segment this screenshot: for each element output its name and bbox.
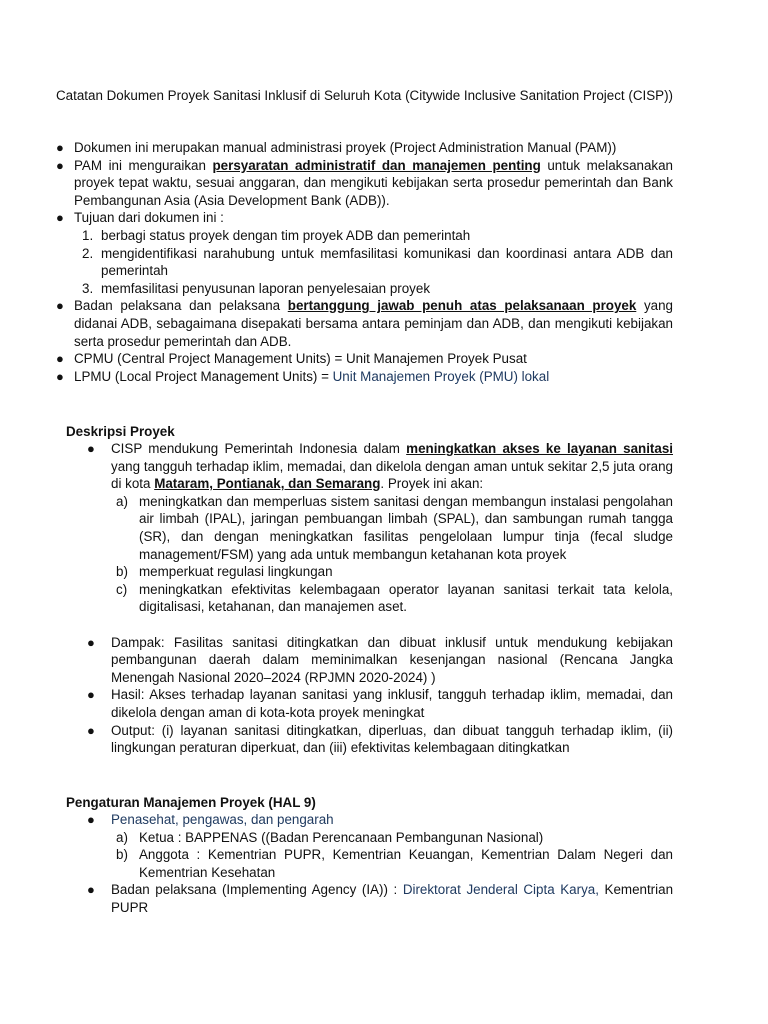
pengaturan-item-penasehat: ● Penasehat, pengawas, dan pengarah (87, 812, 334, 827)
intro-item-lpmu: ● LPMU (Local Project Management Units) = Unit Manajemen Proyek (PMU) lokal (56, 368, 550, 384)
purpose-list (82, 227, 673, 297)
bullet-icon: ● (87, 882, 95, 898)
purpose-item: 2. mengidentifikasi narahubung untuk memfasilitasi komunikasi dan koordinasi antara ADB dan pemerintah (82, 245, 673, 279)
key-phrase: persyaratan administratif dan manajemen penting (212, 157, 541, 173)
pengaturan-item-badan: ● Badan pelaksana (Implementing Agency (IA)) : Direktorat Jenderal Cipta Karya, Kementrian PUPR (87, 882, 674, 915)
member-item: b) Anggota : Kementrian PUPR, Kementrian Keuangan, Kementrian Dalam Negeri dan Kementrian Kesehatan (116, 847, 673, 880)
section-heading-pengaturan: Pengaturan Manajemen Proyek (HAL 9) (66, 795, 316, 810)
intro-item-cpmu: ● CPMU (Central Project Management Units) = Unit Manajemen Proyek Pusat (56, 351, 527, 367)
member-list (116, 829, 673, 882)
deskripsi-item-dampak: ● Dampak: Fasilitas sanitasi ditingkatkan dan dibuat inklusif untuk mendukung kebijakan pembangunan daerah dalam meminimalkan kesenjangan nasional (Rencana Jangka Menengah Nasional 2020–2024 (RPJMN 2020-2024) ) (87, 634, 673, 685)
section-heading-deskripsi: Deskripsi Proyek (66, 424, 175, 439)
purpose-item: 1. berbagi status proyek dengan tim proyek ADB dan pemerintah (82, 227, 471, 243)
deskripsi-item-output: ● Output: (i) layanan sanitasi ditingkatkan, diperluas, dan dibuat tangguh terhadap iklim, (ii) lingkungan peraturan diperkuat, dan (iii) efektivitas kelembagaan ditingkatkan (87, 722, 673, 756)
pengaturan-list (87, 811, 673, 917)
bullet-icon: ● (56, 140, 64, 155)
bullet-icon: ● (56, 298, 64, 314)
document-title: Catatan Dokumen Proyek Sanitasi Inklusif di Seluruh Kota (Citywide Inclusive Sanitation Project (CISP)) (56, 88, 673, 103)
project-output-item: c) meningkatkan efektivitas kelembagaan operator layanan sanitasi terkait tata kelola, digitalisasi, ketahanan, dan manajemen aset. (116, 581, 673, 615)
intro-item-purpose: ● Tujuan dari dokumen ini : (56, 210, 224, 226)
deskripsi-item-hasil: ● Hasil: Akses terhadap layanan sanitasi yang inklusif, tangguh terhadap iklim, memadai, dan dikelola dengan aman di kota-kota proyek meningkat (87, 687, 673, 720)
bullet-icon: ● (87, 441, 95, 456)
project-output-item: a) meningkatkan dan memperluas sistem sanitasi dengan membangun instalasi pengolahan air limbah (IPAL), jaringan pembuangan limbah (SPAL), dan sambungan rumah tangga (SR), dan dengan meningkatkan fasilitas pengelolaan lumpur tinja (fecal sludge management/FSM) yang ada untuk membangun ketahanan kota proyek (116, 493, 673, 562)
intro-item-executing-agency: ● Badan pelaksana dan pelaksana bertanggung jawab penuh atas pelaksanaan proyek yang didanai ADB, sebagaimana disepakati bersama antara peminjam dan ADB, dan mengikuti kebijakan serta prosedur pemerintah dan ADB. (56, 298, 673, 349)
bullet-icon: ● (87, 634, 95, 650)
member-item: a) Ketua : BAPPENAS ((Badan Perencanaan Pembangunan Nasional) (116, 829, 544, 845)
key-phrase: meningkatkan akses ke layanan sanitasi (406, 441, 673, 456)
purpose-item: 3. memfasilitasi penyusunan laporan penyelesaian proyek (82, 280, 431, 296)
bullet-icon: ● (56, 210, 64, 226)
intro-item-pam-manual: ● Dokumen ini merupakan manual administrasi proyek (Project Administration Manual (PAM)) (56, 140, 617, 155)
cities-phrase: Mataram, Pontianak, dan Semarang (154, 476, 381, 492)
bullet-icon: ● (87, 812, 95, 827)
bullet-icon: ● (87, 722, 95, 738)
bullet-icon: ● (56, 157, 64, 173)
deskripsi-list (87, 440, 673, 757)
key-phrase: bertanggung jawab penuh atas pelaksanaan proyek (287, 298, 637, 314)
project-output-list (116, 493, 673, 616)
project-output-item: b) memperkuat regulasi lingkungan (116, 564, 333, 580)
intro-item-pam-desc: ● PAM ini menguraikan persyaratan administratif dan manajemen penting untuk melaksanakan proyek tepat waktu, sesuai anggaran, dan mengikuti kebijakan serta prosedur pemerintah dan Bank Pembangunan Asia (Asia Development Bank (ADB)). (56, 157, 673, 208)
intro-list (56, 139, 673, 385)
bullet-icon: ● (56, 351, 64, 367)
bullet-icon: ● (87, 687, 95, 703)
deskripsi-item-cisp: ● CISP mendukung Pemerintah Indonesia dalam meningkatkan akses ke layanan sanitasi yang tangguh terhadap iklim, memadai, dan dikelola dengan aman untuk sekitar 2,5 juta orang di kota Mataram, Pontianak, dan Semarang. Proyek ini akan: (87, 441, 673, 492)
bullet-icon: ● (56, 368, 64, 384)
